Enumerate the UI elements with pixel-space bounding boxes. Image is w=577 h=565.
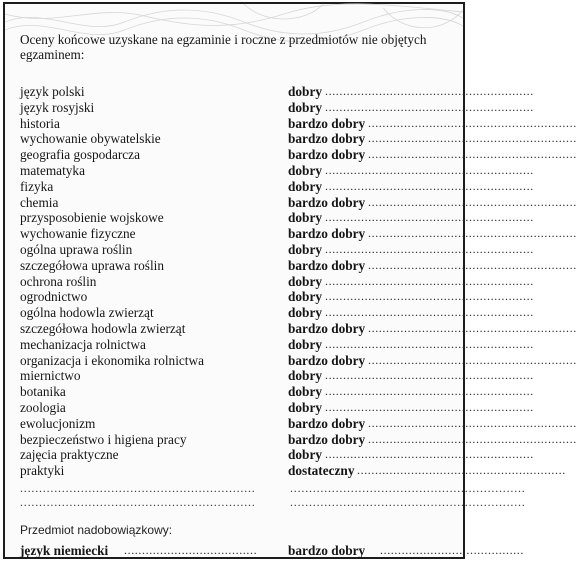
grade-row (20, 84, 534, 100)
subject-name: ogrodnictwo (20, 289, 88, 305)
grade-row (20, 336, 534, 353)
grade-row (20, 147, 577, 163)
grade-value: dobry (288, 305, 322, 321)
dot-leader: .......................................................... (368, 431, 577, 446)
grade-row (20, 305, 534, 321)
dot-leader: .......................................................... (368, 415, 577, 430)
dot-leader: .......................................................... (325, 305, 534, 320)
grade-row (20, 320, 577, 337)
grade-value: bardzo dobry (288, 415, 366, 431)
signature-line-right-1: .............................................................. (290, 481, 526, 495)
dot-leader: .......................................................... (368, 147, 577, 162)
grade-row (20, 447, 534, 463)
dot-leader: .......................................................... (325, 210, 534, 225)
grade-row (20, 99, 534, 116)
subject-name: historia (20, 115, 60, 131)
grade-row (20, 384, 534, 400)
grade-value: dobry (288, 447, 322, 463)
subject-name: język rosyjski (20, 99, 95, 115)
grade-row (20, 463, 566, 479)
grade-row (20, 273, 534, 290)
grade-value: dostateczny (288, 463, 355, 479)
dot-leader: .......................................................... (357, 463, 566, 478)
subject-name: ochrona roślin (20, 273, 97, 289)
grade-value: dobry (288, 399, 322, 415)
grade-value: dobry (288, 289, 322, 305)
dot-leader: .......................................................... (325, 384, 534, 399)
subject-name: zajęcia praktyczne (20, 447, 119, 463)
grade-value: bardzo dobry (288, 194, 366, 210)
optional-subject-name: język niemiecki (20, 543, 109, 558)
grade-value: bardzo dobry (288, 115, 366, 131)
dot-leader: .......................................................... (325, 336, 534, 351)
subject-name: szczegółowa hodowla zwierząt (20, 320, 186, 336)
grade-value: bardzo dobry (288, 431, 366, 447)
heading-text: Oceny końcowe uzyskane na egzaminie i roczne z przedmiotów nie objętych egzaminem: (20, 32, 427, 62)
grade-value: bardzo dobry (288, 147, 366, 163)
grade-value: dobry (288, 273, 322, 289)
subject-name: zoologia (20, 399, 66, 415)
grade-value: dobry (288, 336, 322, 352)
grade-row (20, 257, 577, 274)
dot-leader: .......................................................... (368, 257, 577, 272)
dot-leader: .......................................................... (368, 226, 577, 241)
grade-value: dobry (288, 210, 322, 226)
grade-row (20, 226, 577, 242)
subject-name: przysposobienie wojskowe (20, 210, 164, 226)
dot-leader: ..................................... (124, 543, 258, 557)
grade-row (20, 352, 577, 369)
optional-subject-grade: bardzo dobry (288, 543, 366, 558)
subject-name: ogólna hodowla zwierząt (20, 305, 154, 321)
grade-row (20, 115, 577, 132)
subject-name: język polski (20, 84, 85, 99)
dot-leader: .......................................................... (368, 320, 577, 335)
subject-name: fizyka (20, 178, 54, 194)
signature-line-left-2: .............................................................. (20, 495, 256, 509)
grade-value: bardzo dobry (288, 320, 366, 336)
grade-row (20, 368, 534, 384)
subject-name: szczegółowa uprawa roślin (20, 257, 164, 273)
dot-leader: .......................................................... (325, 162, 534, 177)
grade-row (20, 131, 577, 147)
dot-leader: .......................................................... (325, 399, 534, 414)
subject-name: chemia (20, 194, 59, 210)
grade-row (20, 162, 534, 179)
signature-line-left-1: .............................................................. (20, 481, 256, 495)
grade-value: bardzo dobry (288, 257, 366, 273)
dot-leader: .......................................................... (368, 194, 577, 209)
grade-row (20, 210, 534, 226)
dot-leader: .......................................................... (325, 447, 534, 462)
dot-leader: .......................................................... (368, 115, 577, 130)
grade-row (20, 415, 577, 432)
subject-name: matematyka (20, 162, 85, 178)
grade-row (20, 399, 534, 416)
optional-subject-label: Przedmiot nadobowiązkowy: (20, 523, 173, 537)
dot-leader: .......................................................... (325, 368, 534, 383)
dot-leader: .......................................................... (325, 99, 534, 114)
subject-name: ogólna uprawa roślin (20, 241, 133, 257)
grade-value: dobry (288, 162, 322, 178)
grade-row (20, 431, 577, 448)
grade-value: bardzo dobry (288, 226, 366, 242)
certificate-page (3, 2, 577, 559)
grade-value: dobry (288, 241, 322, 257)
subject-name: organizacja i ekonomika rolnictwa (20, 352, 204, 368)
optional-subject-row (20, 543, 524, 559)
grades-list (20, 84, 577, 479)
dot-leader: .......................................................... (368, 131, 577, 146)
subject-name: praktyki (20, 463, 65, 479)
dot-leader: .......................................................... (325, 289, 534, 304)
grade-value: dobry (288, 99, 322, 115)
subject-name: wychowanie obywatelskie (20, 131, 161, 147)
dot-leader: .......................................................... (325, 273, 534, 288)
subject-name: mechanizacja rolnictwa (20, 336, 146, 352)
subject-name: bezpieczeństwo i higiena pracy (20, 431, 187, 447)
dot-leader: .......................................................... (325, 241, 534, 256)
grade-value: dobry (288, 178, 322, 194)
subject-name: miernictwo (20, 368, 81, 384)
signature-line-right-2: .............................................................. (290, 495, 526, 509)
subject-name: geografia gospodarcza (20, 147, 140, 163)
grade-row (20, 194, 577, 211)
dot-leader: .......................................................... (325, 84, 534, 98)
grade-row (20, 178, 534, 195)
subject-name: ewolucjonizm (20, 415, 96, 431)
subject-name: wychowanie fizyczne (20, 226, 136, 242)
grade-value: dobry (288, 84, 322, 99)
dot-leader: ........................................ (380, 543, 524, 557)
grade-row (20, 289, 534, 305)
grade-value: bardzo dobry (288, 352, 366, 368)
subject-name: botanika (20, 384, 66, 400)
grade-row (20, 241, 534, 258)
dot-leader: .......................................................... (325, 178, 534, 193)
dot-leader: .......................................................... (368, 352, 577, 367)
grade-value: dobry (288, 368, 322, 384)
grade-value: dobry (288, 384, 322, 400)
grade-value: bardzo dobry (288, 131, 366, 147)
